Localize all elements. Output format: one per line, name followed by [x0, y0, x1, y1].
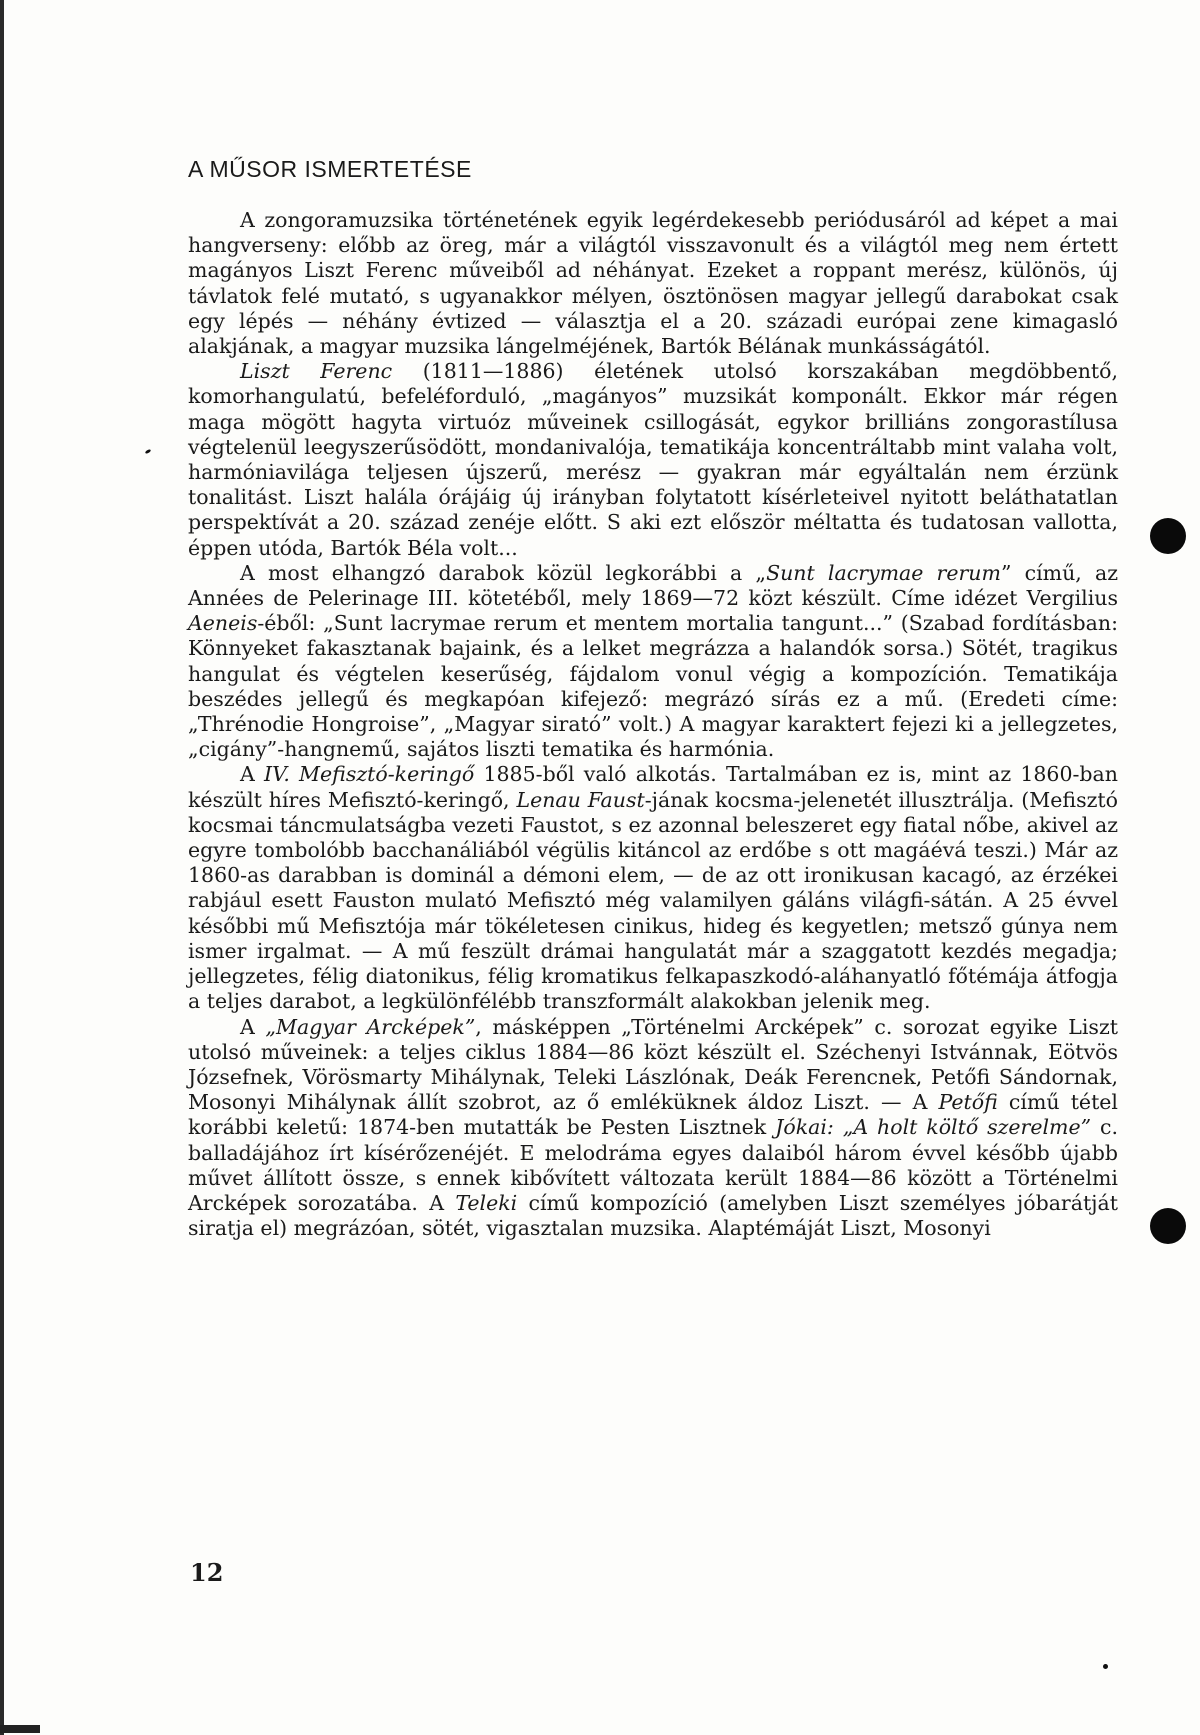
text-run: A [240, 1014, 266, 1039]
paragraph [188, 359, 1118, 561]
italic-title: Sunt lacrymae rerum [766, 560, 1001, 585]
text-run: -jának kocsma-jelenetét illusztrálja. (Mefisztó kocsmai táncmulatságba vezeti Faustot, s ez azonnal beleszeret egy fiatal nőbe, akivel az egyre tombolóbb bacchanáliából végülis kitáncol az erdőbe s ott magáévá teszi.) Már az 1860-as darabban is dominál a démoni elem, — de az ott ironikusan kacagó, az érzékei rabjául esett Fauston mulató Mefisztó még valamilyen gáláns világfi-sátán. A 25 évvel későbbi mű Mefisztója már tökéletesen cinikus, hideg és kegyetlen; metsző gúnya nem ismer irgalmat. — A mű feszült drámai hangulatát már a szaggatott kezdés megadja; jellegzetes, félig diatonikus, félig kromatikus felkapaszkodó-aláhanyatló főtémája átfogja a teljes darabot, a legkülönfélébb transzformált alakokban jelenik meg. [188, 787, 1119, 1014]
italic-title: „Magyar Arcképek” [265, 1014, 476, 1039]
punch-hole-mark [1150, 518, 1186, 554]
text-run: , másképpen „Történelmi Arcképek” c. sorozat egyike Liszt utolsó műveinek: a teljes ciklus 1884—86 közt készült el. Széchenyi Istvánnak, Eötvös Józsefnek, Vörösmarty Mihálynak, Teleki Lászlónak, Deák Ferencnek, Petőfi Sándornak, Mosonyi Mihálynak állít szobrot, az ő emléküknek áldoz Liszt. — A [188, 1014, 1118, 1115]
ink-speck [145, 449, 152, 455]
text-run: című kompozíció (amelyben Liszt személyes jóbarátját siratja el) megrázóan, sötét, vigasztalan muzsika. Alaptémáját Liszt, Mosonyi [188, 1190, 1118, 1241]
ink-speck [0, 1725, 40, 1733]
text-run: A [240, 762, 265, 787]
paragraph [188, 208, 1118, 359]
italic-title: Teleki [455, 1190, 518, 1215]
paragraph [188, 561, 1118, 763]
text-run: 1885-ből való alkotás. Tartalmában ez is, mint az 1860-ban készült híres Mefisztó-keringő, [188, 762, 1118, 812]
italic-title: Liszt Ferenc [240, 359, 393, 384]
punch-hole-mark [1150, 1208, 1186, 1244]
italic-title: IV. Mefisztó-keringő [264, 762, 475, 787]
body-text [188, 208, 1118, 1241]
page-number: 12 [190, 1558, 224, 1587]
italic-title: Aeneis [188, 611, 258, 636]
page-heading: A MŰSOR ISMERTETÉSE [188, 156, 472, 182]
text-run: -éből: „Sunt lacrymae rerum et mentem mortalia tangunt...” (Szabad fordításban: Könnyeket fakasztanak bajaink, és a lelket megrázza a halandók sorsa.) Sötét, tragikus hangulat és végtelen keserűség, fájdalom vonul végig a kompozíción. Tematikája beszédes jellegű és megkapóan kifejező: megrázó sírás ez a mű. (Eredeti címe: „Thrénodie Hongroise”, „Magyar sirató” volt.) A magyar karaktert fejezi ki a jellegzetes, „cigány”-hangnemű, sajátos liszti tematika és harmónia. [188, 611, 1118, 762]
italic-title: Lenau Faust [516, 787, 645, 812]
text-run: (1811—1886) életének utolsó korszakában megdöbbentő, komorhangulatú, befeléforduló, „magányos” muzsikát komponált. Ekkor már régen maga mögött hagyta virtuóz műveinek csillogását, egykor brilliáns zongorastílusa végtelenül leegyszerűsödött, mondanivalója, tematikája koncentráltabb mint valaha volt, harmóniavilága teljesen újszerű, merész — gyakran már egyáltalán nem érzünk tonalitást. Liszt halála órájáig új irányban folytatott kísérleteivel nyitott beláthatatlan perspektívát a 20. század zenéje előtt. S aki ezt először méltatta és tudatosan vallotta, éppen utóda, Bartók Béla volt... [188, 359, 1118, 560]
paragraph [188, 762, 1118, 1014]
italic-title: Jókai: „A holt költő szerelme” [775, 1115, 1092, 1140]
text-run: c. balladájához írt kísérőzenéjét. E melodráma egyes dalaiból három évvel később újabb művet állított össze, s ennek kibővített változata került 1884—86 között a Történelmi Arcképek sorozatába. A [188, 1115, 1118, 1215]
paragraph [188, 1015, 1118, 1242]
text-run: A most elhangzó darabok közül legkorábbi a „ [240, 560, 767, 585]
ink-speck [1103, 1664, 1108, 1669]
text-run: ” című, az Années de Pelerinage III. kötetéből, mely 1869—72 közt készült. Címe idézet Vergilius [188, 560, 1119, 611]
scan-edge [0, 0, 4, 1735]
text-run: A zongoramuzsika történetének egyik legérdekesebb periódusáról ad képet a mai hangverseny: előbb az öreg, már a világtól visszavonult és a világtól meg nem értett magányos Liszt Ferenc műveiből ad néhányat. Ezeket a roppant merész, különös, új távlatok felé mutató, s ugyanakkor mélyen, ösztönösen magyar jellegű darabokat csak egy lépés — néhány évtized — választja el a 20. századi európai zene kimagasló alakjának, a magyar muzsika lángelméjének, Bartók Bélának munkásságától. [188, 208, 1118, 359]
text-run: című tétel korábbi keletű: 1874-ben mutatták be Pesten Lisztnek [188, 1090, 1118, 1140]
italic-title: Petőfi [938, 1090, 998, 1115]
